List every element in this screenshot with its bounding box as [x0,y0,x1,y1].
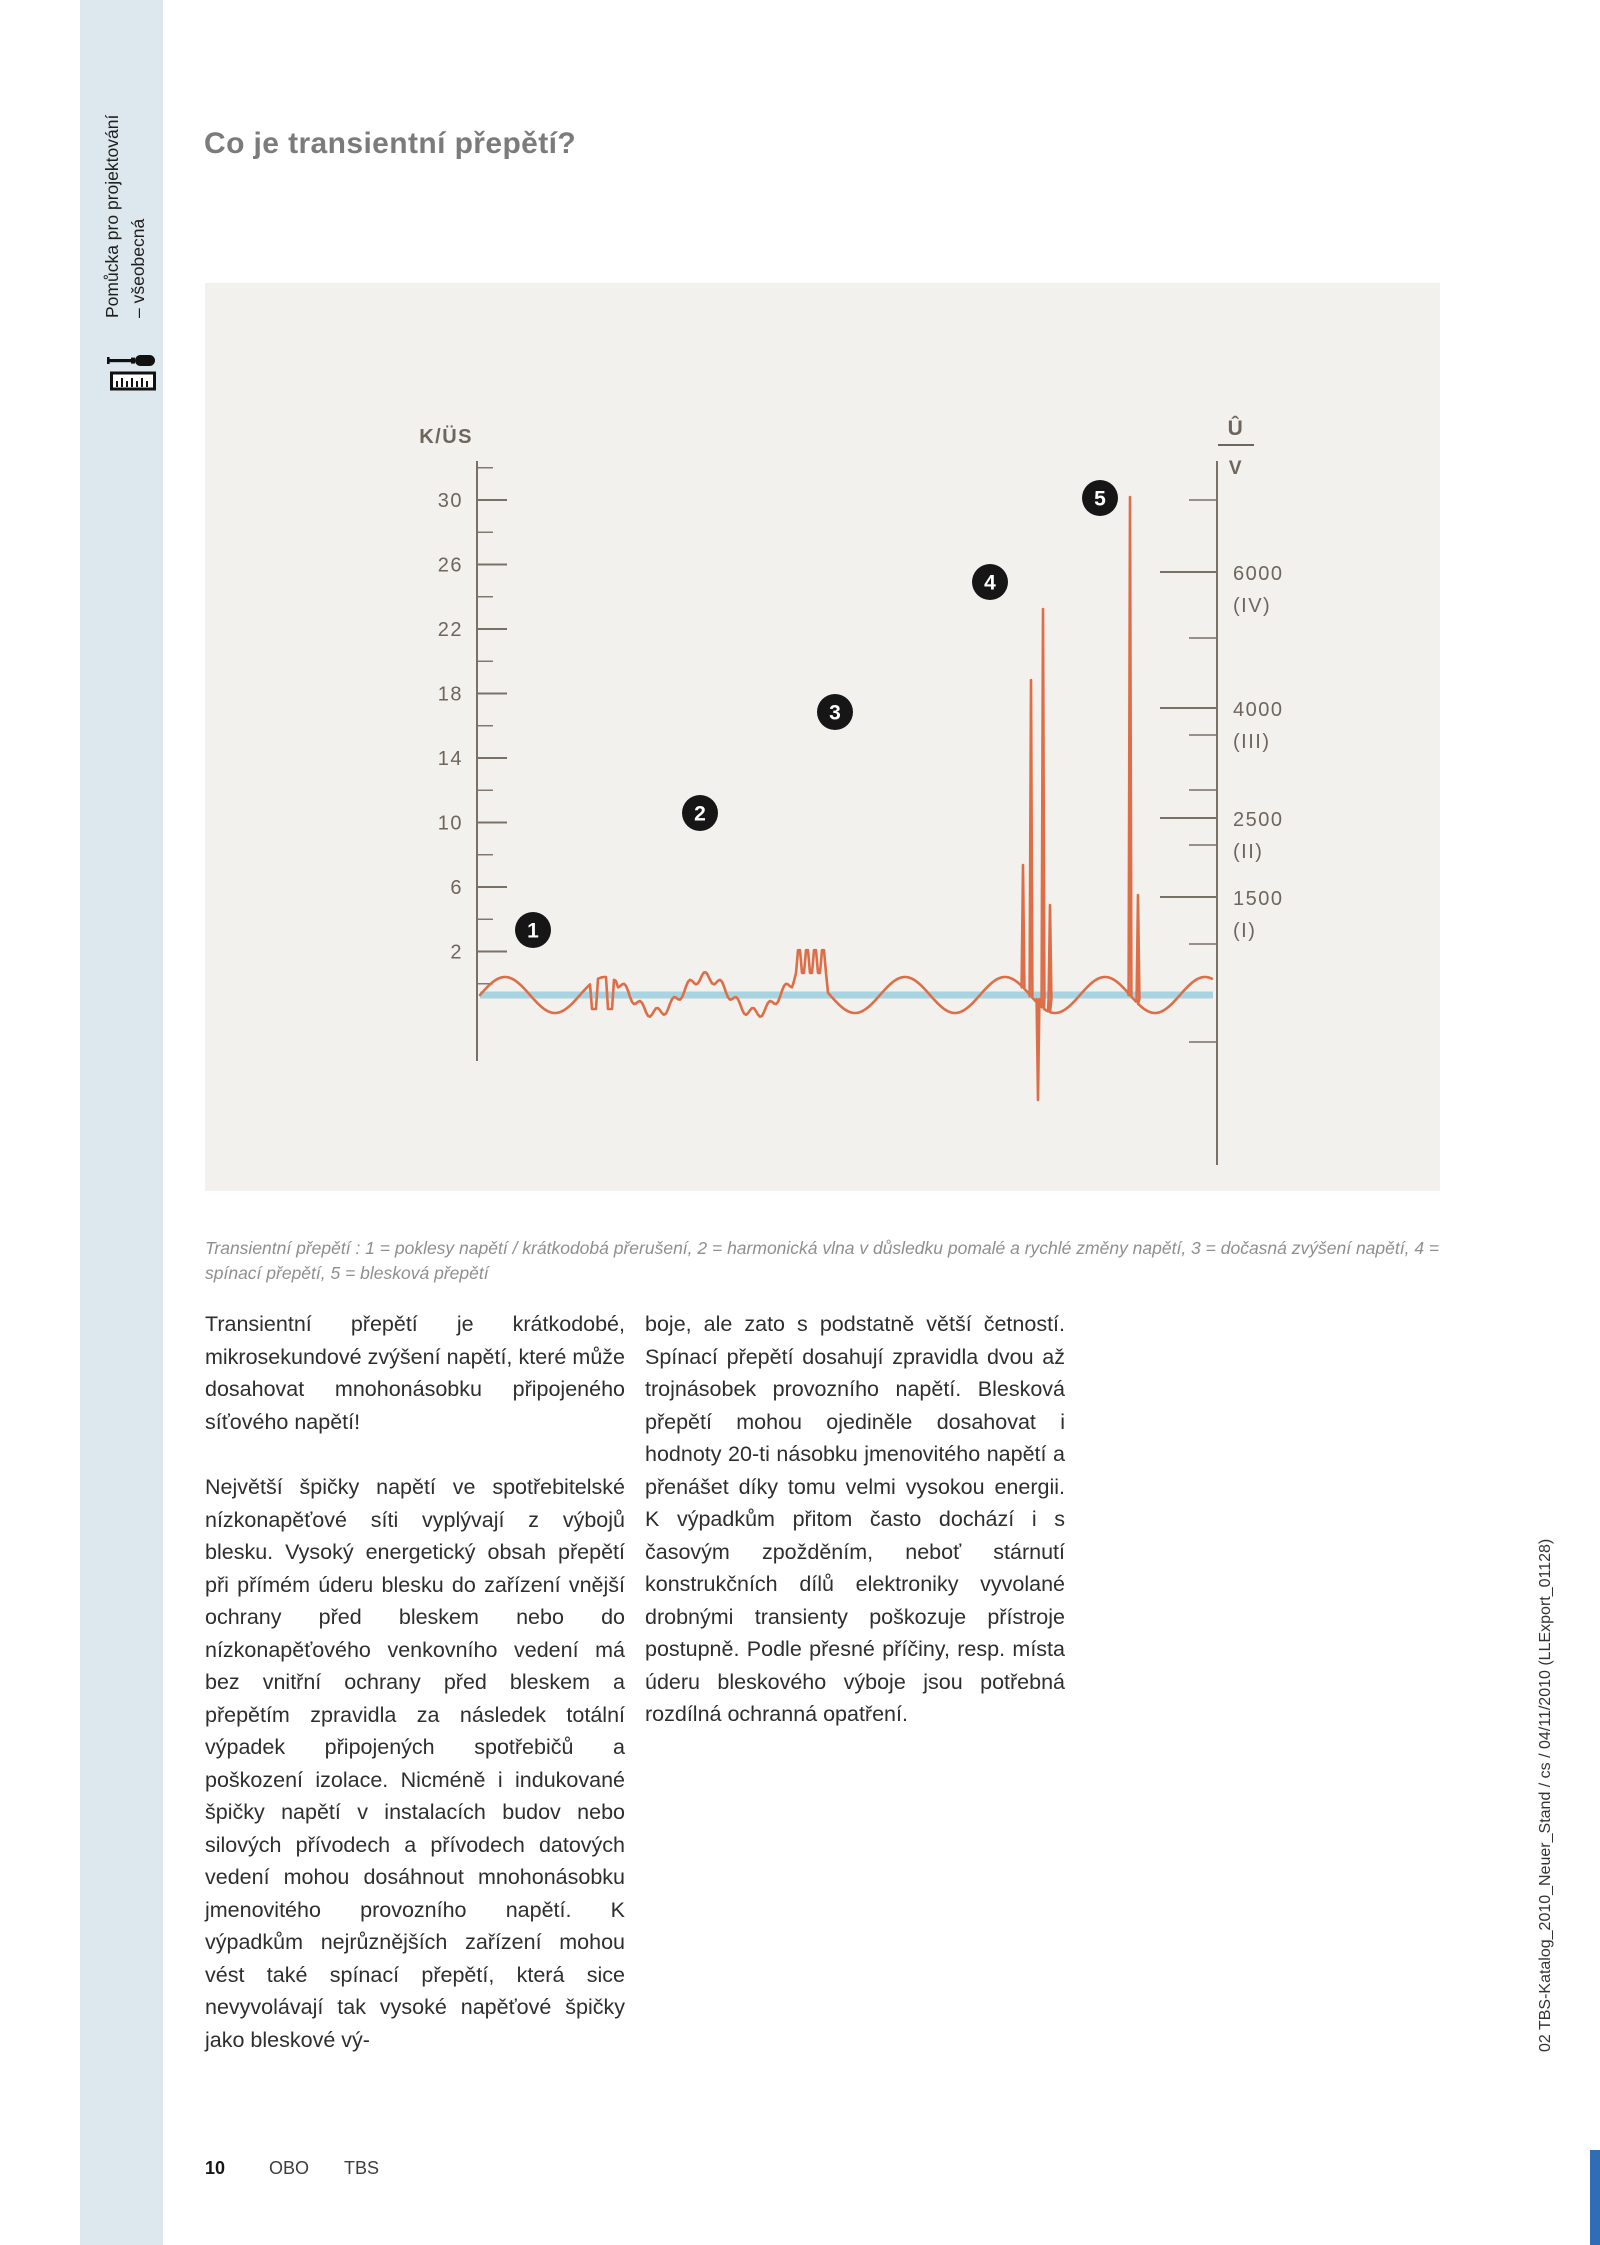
svg-text:1500: 1500 [1233,888,1284,910]
svg-text:22: 22 [437,619,463,641]
brand-obo: OBO [269,2158,310,2178]
svg-text:26: 26 [437,554,463,577]
chart-caption: Transientní přepětí : 1 = poklesy napětí / krátkodobá přerušení, 2 = harmonická vlna v důsledku pomalé a rychlé změny napětí, 3 = dočasná zvýšení napětí, 4 = spínací přepětí, 5 = blesková přepětí [205,1238,1440,1283]
print-edition-note: 02 TBS-Katalog_2010_Neuer_Stand / cs / 04/11/2010 (LLExport_01128) [1537,1538,1554,2052]
svg-text:V: V [1228,458,1244,479]
transient-overvoltage-chart [205,283,1440,1191]
section-tbs: TBS [344,2158,380,2178]
body-column-right [645,1308,1065,1764]
svg-text:2500: 2500 [1233,809,1284,831]
svg-text:5: 5 [1094,487,1106,511]
svg-text:(I): (I) [1233,920,1257,942]
svg-text:Û: Û [1227,417,1245,440]
body-column-left [205,1308,625,2089]
svg-text:30: 30 [437,490,463,512]
sidebar-section-label [99,18,151,318]
svg-text:6000: 6000 [1233,563,1284,585]
svg-text:18: 18 [437,683,463,706]
page-title: Co je transientní přepětí? [204,127,577,160]
svg-text:K/ÜS: K/ÜS [419,426,473,448]
page-number: 10 [205,2158,226,2178]
svg-text:6: 6 [450,877,463,899]
page-edge-tab [1590,2150,1600,2245]
svg-text:(IV): (IV) [1233,595,1272,617]
svg-text:(II): (II) [1233,841,1264,863]
tools-icon [106,348,158,401]
svg-text:10: 10 [437,812,463,835]
svg-text:4000: 4000 [1233,699,1284,721]
chart-canvas [205,283,1440,1191]
page-footer [205,2158,379,2179]
paragraph: Transientní přepětí je krátkodobé, mikrosekundové zvýšení napětí, které může dosahovat mnohonásobku připojeného síťového napětí! [205,1312,625,1434]
sidebar-label-line2: – všeobecná [128,218,148,318]
svg-text:2: 2 [450,941,463,964]
svg-text:2: 2 [694,802,706,826]
paragraph: boje, ale zato s podstatně větší četností. Spínací přepětí dosahují zpravidla dvou až trojnásobek provozního napětí. Blesková přepětí mohou ojediněle dosahovat i hodnoty 20-ti násobku jmenovitého napětí a přenášet díky tomu velmi vysokou energii. K výpadkům přitom často dochází i s časovým zpožděním, neboť stárnutí konstrukčních dílů elektroniky vyvolané drobnými transienty poškozuje přístroje postupně. Podle přesné příčiny, resp. místa úderu bleskového výboje jsou potřebná rozdílná ochranná opatření. [645,1312,1065,1726]
svg-text:3: 3 [829,701,841,725]
svg-text:14: 14 [437,748,463,770]
svg-text:1: 1 [527,919,539,943]
paragraph: Největší špičky napětí ve spotřebitelské nízkonapěťové síti vyplývají z výbojů blesku. Vysoký energetický obsah přepětí při přímém úderu blesku do zařízení vnější ochrany před bleskem nebo do nízkonapěťového venkovního vedení má bez vnitřní ochrany před bleskem a přepětím zpravidla za následek totální výpadek připojených spotřebičů a poškození izolace. Nicméně i indukované špičky napětí v instalacích budov nebo silových přívodech a přívodech datových vedení mohou dosáhnout mnohonásobku jmenovitého provozního napětí. K výpadkům nejrůznějších zařízení mohou vést také spínací přepětí, která sice nevyvolávají tak vysoké napěťové špičky jako bleskové vý- [205,1475,625,2052]
sidebar-strip [80,0,163,2245]
sidebar-label-line1: Pomůcka pro projektování [102,114,122,318]
svg-text:4: 4 [984,571,996,595]
svg-text:(III): (III) [1233,731,1271,753]
